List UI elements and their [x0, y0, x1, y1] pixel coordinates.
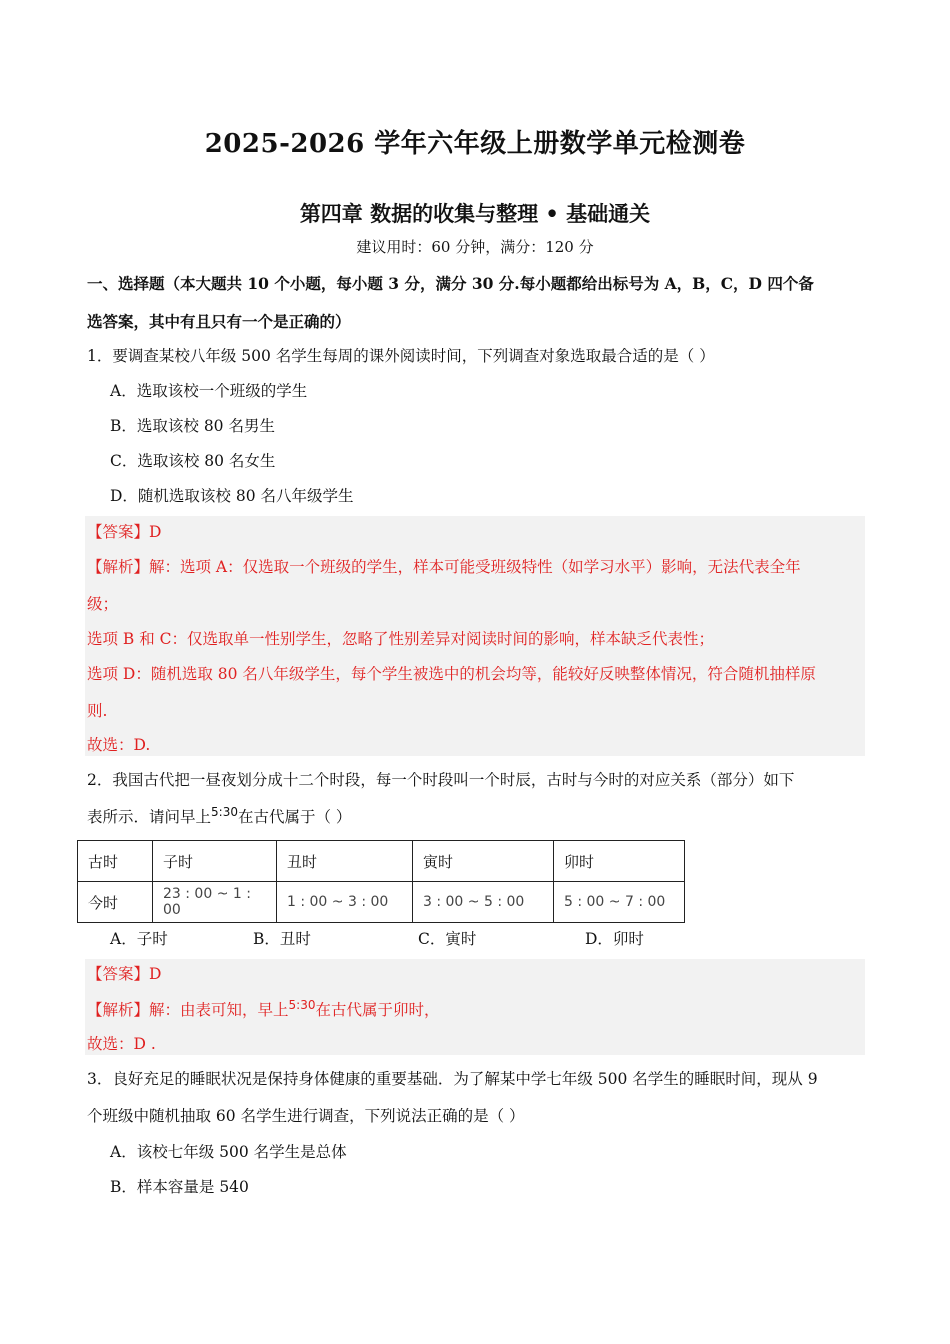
q1-conclusion: 故选：D.: [87, 736, 151, 754]
q1-answer: 【答案】D: [87, 523, 162, 541]
q1-option-c: C．选取该校 80 名女生: [110, 452, 276, 470]
table-cell: 寅时: [413, 841, 554, 882]
q3-option-a: A．该校七年级 500 名学生是总体: [110, 1143, 347, 1161]
time-hint: 建议用时：60 分钟，满分：120 分: [356, 238, 594, 256]
q1-stem: 1．要调查某校八年级 500 名学生每周的课外阅读时间，下列调查对象选取最合适的是（ ）: [87, 347, 715, 365]
section-heading-line1: 一、选择题（本大题共 10 个小题，每小题 3 分，满分 30 分.每小题都给出标号为 A，B，C，D 四个备: [87, 274, 814, 293]
q1-option-a: A．选取该校一个班级的学生: [110, 382, 308, 400]
q2-option-b: B．丑时: [253, 930, 311, 948]
q1-option-b: B．选取该校 80 名男生: [110, 417, 275, 435]
table-cell: 子时: [153, 841, 277, 882]
chapter-subtitle: 第四章 数据的收集与整理 • 基础通关: [299, 201, 651, 226]
q2-analysis-post: 在古代属于卯时，: [315, 1001, 440, 1019]
q2-stem-post: 在古代属于（ ）: [237, 808, 352, 826]
q2-option-a: A．子时: [110, 930, 168, 948]
q3-option-b: B．样本容量是 540: [110, 1178, 249, 1196]
q1-analysis-line2: 级；: [87, 595, 119, 613]
q2-analysis: [87, 1000, 439, 1021]
exam-title: 2025-2026 学年六年级上册数学单元检测卷: [204, 129, 746, 159]
q1-analysis-line4: 选项 D：随机选取 80 名八年级学生，每个学生被选中的机会均等，能较好反映整体情况，符合随机抽样原: [87, 665, 816, 683]
q2-conclusion: 故选：D .: [87, 1035, 156, 1053]
q2-stem-line1: 2．我国古代把一昼夜划分成十二个时段，每一个时段叫一个时辰，古时与今时的对应关系（部分）如下: [87, 771, 795, 789]
table-cell: 古时: [78, 841, 153, 882]
q2-stem-pre: 表所示．请问早上: [87, 808, 212, 826]
q2-analysis-pre: 【解析】解：由表可知，早上: [87, 1001, 289, 1019]
q1-analysis-line5: 则.: [87, 702, 108, 720]
table-cell: 卯时: [554, 841, 685, 882]
table-cell: 丑时: [277, 841, 413, 882]
q2-stem-line2: [87, 807, 351, 828]
table-row: [78, 841, 685, 882]
q3-stem-line2: 个班级中随机抽取 60 名学生进行调查，下列说法正确的是（ ）: [87, 1107, 525, 1125]
time-table: [77, 840, 685, 923]
table-cell: 1 : 00 ~ 3 : 00: [277, 882, 413, 923]
table-cell: 今时: [78, 882, 153, 923]
table-cell: 3 : 00 ~ 5 : 00: [413, 882, 554, 923]
q1-analysis-line1: 【解析】解：选项 A：仅选取一个班级的学生，样本可能受班级特性（如学习水平）影响，无法代表全年: [87, 558, 801, 576]
q3-stem-line1: 3．良好充足的睡眠状况是保持身体健康的重要基础．为了解某中学七年级 500 名学生的睡眠时间，现从 9: [87, 1070, 818, 1088]
table-row: [78, 882, 685, 923]
q2-analysis-time: 5:30: [288, 998, 316, 1012]
q2-option-c: C．寅时: [418, 930, 477, 948]
q2-stem-time: 5:30: [211, 805, 238, 819]
table-cell: 5 : 00 ~ 7 : 00: [554, 882, 685, 923]
q2-option-d: D．卯时: [585, 930, 644, 948]
q2-answer: 【答案】D: [87, 965, 162, 983]
section-heading-line2: 选答案，其中有且只有一个是正确的）: [87, 312, 351, 331]
table-cell: 23 : 00 ~ 1 : 00: [153, 882, 277, 923]
q1-analysis-line3: 选项 B 和 C：仅选取单一性别学生，忽略了性别差异对阅读时间的影响，样本缺乏代表性；: [87, 630, 715, 648]
q1-option-d: D．随机选取该校 80 名八年级学生: [110, 487, 354, 505]
